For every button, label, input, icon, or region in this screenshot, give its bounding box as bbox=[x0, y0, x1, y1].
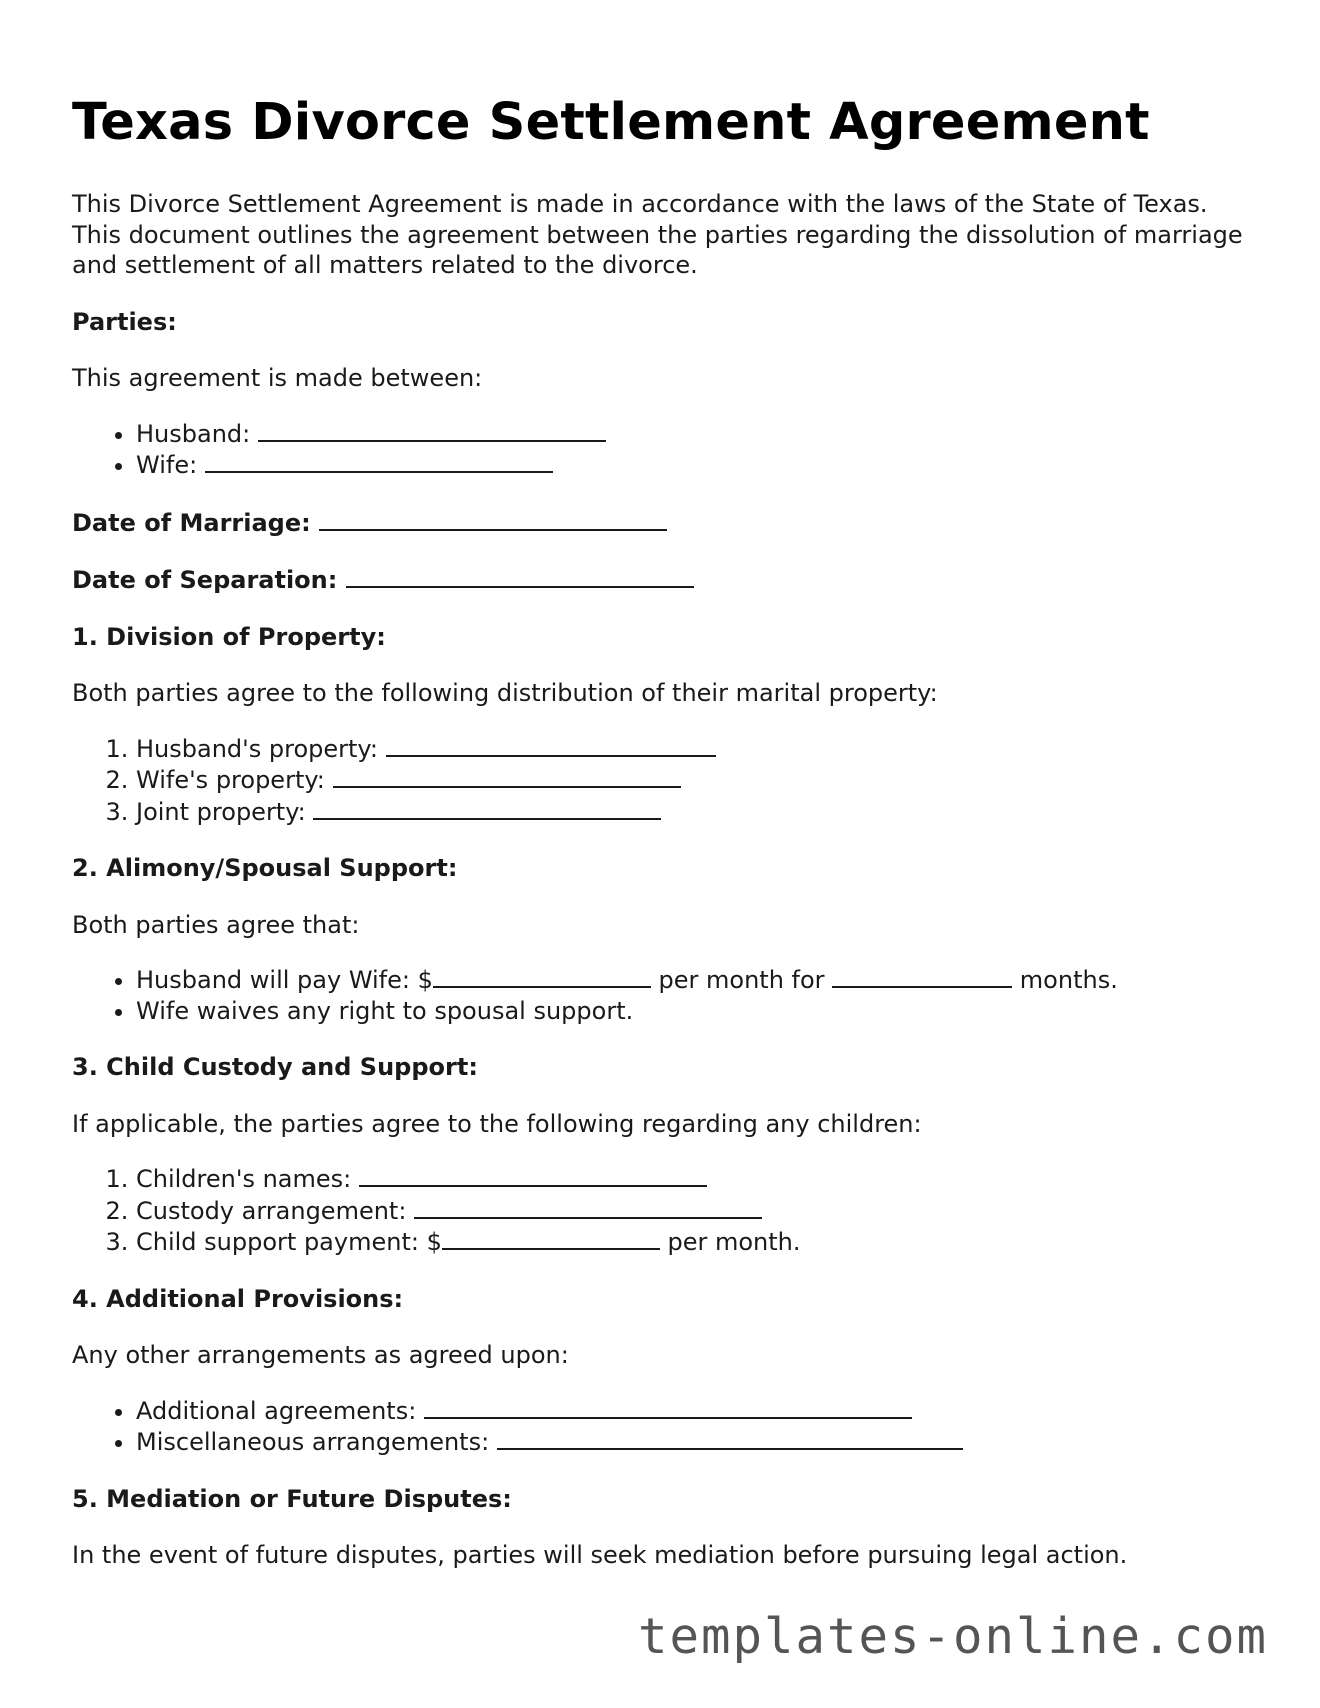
date-of-separation-line: Date of Separation: bbox=[72, 564, 1262, 596]
child-support-blank[interactable] bbox=[442, 1226, 660, 1250]
wife-property-blank[interactable] bbox=[333, 764, 681, 788]
property-list bbox=[72, 733, 1262, 828]
alimony-amount-blank[interactable] bbox=[433, 964, 651, 988]
additional-agreements-blank[interactable] bbox=[424, 1395, 912, 1419]
children-names-blank[interactable] bbox=[359, 1163, 707, 1187]
property-heading: 1. Division of Property: bbox=[72, 622, 386, 651]
list-item: • Husband: bbox=[136, 418, 1262, 450]
list-item: • Wife waives any right to spousal support. bbox=[136, 996, 1262, 1027]
joint-property-blank[interactable] bbox=[313, 796, 661, 820]
date-of-marriage-blank[interactable] bbox=[319, 507, 667, 531]
list-item: 1. Children's names: bbox=[136, 1163, 1262, 1195]
alimony-list bbox=[72, 964, 1262, 1026]
intro-paragraph: This Divorce Settlement Agreement is made in accordance with the laws of the State of Texas. This document outlines the agreement between the parties regarding the dissolution of marriage and settlement of all matters related to the divorce. bbox=[72, 190, 1243, 279]
wife-name-blank[interactable] bbox=[205, 449, 553, 473]
mediation-text: In the event of future disputes, parties will seek mediation before pursuing legal action. bbox=[72, 1541, 1128, 1569]
list-item: 1. Husband's property: bbox=[136, 733, 1262, 765]
alimony-heading: 2. Alimony/Spousal Support: bbox=[72, 854, 458, 882]
parties-text: This agreement is made between: bbox=[72, 364, 483, 392]
list-item: • Husband will pay Wife: $ per month for months. bbox=[136, 964, 1262, 996]
custody-heading: 3. Child Custody and Support: bbox=[72, 1053, 478, 1081]
additional-heading: 4. Additional Provisions: bbox=[72, 1284, 404, 1313]
custody-text: If applicable, the parties agree to the following regarding any children: bbox=[72, 1109, 922, 1138]
husband-name-blank[interactable] bbox=[258, 418, 606, 442]
misc-arrangements-blank[interactable] bbox=[497, 1426, 963, 1450]
alimony-text: Both parties agree that: bbox=[72, 910, 360, 939]
list-item: 3. Child support payment: $ per month. bbox=[136, 1226, 1262, 1258]
list-item: 2. Custody arrangement: bbox=[136, 1195, 1262, 1227]
document-title: Texas Divorce Settlement Agreement bbox=[72, 93, 1150, 152]
property-text: Both parties agree to the following distribution of their marital property: bbox=[72, 679, 938, 707]
mediation-heading: 5. Mediation or Future Disputes: bbox=[72, 1484, 512, 1513]
parties-heading: Parties: bbox=[72, 307, 177, 336]
document-page bbox=[72, 0, 1262, 1571]
additional-list bbox=[72, 1395, 1262, 1458]
list-item: • Additional agreements: bbox=[136, 1395, 1262, 1427]
date-of-separation-blank[interactable] bbox=[346, 564, 694, 588]
parties-list bbox=[72, 418, 1262, 481]
custody-arrangement-blank[interactable] bbox=[414, 1195, 762, 1219]
additional-text: Any other arrangements as agreed upon: bbox=[72, 1341, 569, 1369]
list-item: 2. Wife's property: bbox=[136, 764, 1262, 796]
list-item: • Miscellaneous arrangements: bbox=[136, 1426, 1262, 1458]
watermark: templates-online.com bbox=[637, 1608, 1268, 1665]
list-item: • Wife: bbox=[136, 449, 1262, 481]
date-of-marriage-line: Date of Marriage: bbox=[72, 507, 1262, 539]
custody-list bbox=[72, 1163, 1262, 1258]
list-item: 3. Joint property: bbox=[136, 796, 1262, 828]
alimony-months-blank[interactable] bbox=[832, 964, 1012, 988]
husband-property-blank[interactable] bbox=[386, 733, 716, 757]
